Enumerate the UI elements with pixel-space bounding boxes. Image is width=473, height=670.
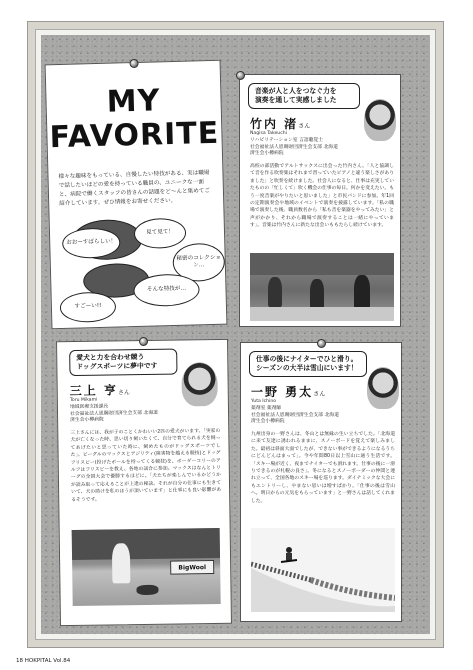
article-body: 高校の部活動でアルトサックスに出会った竹内さん。「人と協調して音を作る吹奏楽はそれまで習っていたピアノと違う楽しさがありました」と吹奏を続けました。社会人になると、仕事は充実していたものの「忙しくて」吹く機会の仕事の毎日。何かを変えたい。もう一度音楽がやりたいと思いました」と市民バンドに参加。年1回の定期演奏会や地域のイベントで演奏を披露しています。「私の職場で演奏した後、職員数名から「私も音を楽器をやってみたい」と声がかかり、それから職場で演奏することは一緒にやっています」。音楽は竹内さんに新たな出会いももたらし続けています。 xyxy=(250,164,394,229)
romaji-name: Nagisa Takeuchi xyxy=(250,131,287,136)
person-name xyxy=(70,381,130,399)
dog-agility-photo xyxy=(72,528,221,606)
snowboard-photo xyxy=(251,528,395,612)
snowy-slope-graphic xyxy=(251,528,395,612)
portrait-photo xyxy=(367,367,399,409)
pin-icon xyxy=(129,59,138,68)
department xyxy=(70,404,158,425)
portrait-photo xyxy=(181,362,218,406)
bubble-text: そんな特技が… xyxy=(146,285,187,293)
intro-text: 様々な趣味をもっている、自慢したい特技がある、実は職場で話したいほどの愛を持っている職員の、ユニークな一面と、病院で働くスタッフの皆さんの話題をど〜んと集めてご紹介しています。ぜひ情報をお寄せください。 xyxy=(58,170,211,208)
dept-line-2: 社会福祉法人恩賜財団済生会支部 北海道 xyxy=(251,412,339,418)
headline-line-2: シーズンの大半は雪山にいます！ xyxy=(256,364,358,372)
name-text: 三上 亨 xyxy=(69,383,118,399)
dept-line-1: リハビリテーション室 言語聴覚士 xyxy=(250,138,324,143)
person-name xyxy=(250,115,310,132)
headline-line-2: ドッグスポーツに夢中です xyxy=(76,361,158,371)
headline-line-1: 愛犬と力を合わせ競う xyxy=(76,352,145,362)
honorific: さん xyxy=(117,389,130,397)
headline-line-1: 仕事の後にナイターでひと滑り。 xyxy=(256,355,358,363)
photo-background xyxy=(250,253,394,275)
page-footer: 18 HOKPITAL Vol.84 xyxy=(16,658,71,664)
dept-line-2: 社会福祉法人恩賜財団済生会支部 北海道 xyxy=(70,410,158,417)
romaji-name: Toru Mikami xyxy=(69,397,98,404)
performer-figure xyxy=(310,279,324,309)
honorific: さん xyxy=(298,123,311,130)
department xyxy=(251,406,339,426)
pin-icon xyxy=(317,339,326,348)
dept-line-3: 済生会小樽病院 xyxy=(251,419,285,424)
article-body: 九州出身の一野さんは、冬山とは無縁の生い立ちでした。「北海道に来て友達に誘われるままに、スノーボードを覚えて楽しみました。最初は斜面大面でしたが、できない事ができるようになるうちにどんどんはまって」。今や年間80日以上雪山に通う生活です。「スキー場が近く、夜までナイターでも滑れます。仕事の後に一滑りできるのが札幌の良さ」。冬になるとスノーボーダーの仲間と連れ立って、全国各地のスキー場を巡ります。ダイナミックな大会にもエントリーし、やまない思いは増すばかり。「仕事の後は雪山へ。明日からの元気をもらっています」と一野さんは話してくれました。 xyxy=(251,432,395,504)
dept-line-1: 薬剤室 薬剤師 xyxy=(251,406,282,411)
dog-figure xyxy=(136,585,158,595)
performer-figure xyxy=(354,275,370,309)
headline xyxy=(69,349,177,377)
performer-figure xyxy=(268,277,282,307)
handler-figure xyxy=(112,543,131,583)
profile-card-ichino xyxy=(240,342,402,622)
title-line-2: FAVORITE xyxy=(49,115,220,156)
romaji-name: Yuta Ichino xyxy=(251,399,277,404)
dept-line-1: 地域医療支援課長 xyxy=(69,404,109,411)
pin-icon xyxy=(139,337,148,346)
name-text: 竹内 渚 xyxy=(250,117,299,131)
speech-bubble-cluster xyxy=(54,213,227,327)
band-performance-photo xyxy=(250,253,394,321)
dept-line-2: 社会福祉法人恩賜財団済生会支部 北海道 xyxy=(250,144,338,150)
headline xyxy=(248,83,360,109)
profile-card-mikami xyxy=(56,339,232,626)
honorific: さん xyxy=(313,391,326,398)
name-text: 一野 勇太 xyxy=(251,385,314,399)
banner-sign: BigWool xyxy=(170,560,214,575)
bubble-text: おおーすばらしい！ xyxy=(66,238,117,247)
pin-icon xyxy=(236,71,245,80)
my-favorite-title xyxy=(46,83,222,156)
person-name xyxy=(251,383,325,400)
dept-line-3: 済生会小樽病院 xyxy=(70,417,104,424)
bubble-text: 見て見て！ xyxy=(145,229,175,237)
headline-line-1: 音楽が人と人をつなぐ力を xyxy=(255,87,337,95)
music-stands xyxy=(250,307,394,321)
profile-card-takeuchi xyxy=(239,74,401,327)
article-body: 三上さんには、我が子のことくかわいい2匹の愛犬がいます。「実家の犬が亡くなった時、思い切り飼いたくて、自分で育てられる犬を飼ってあげたいと思っていた時に、飼めたものがドッグスポーツでした」。ビーグルのマックスとアジリティ(障害物を越える競技)とドッグフリスビー(投げたボールを持ってくる競技)を、ボーダーコリーのアルフはフリスビーを教え、各地の試合に参加。マックスはなんとトリーグの全国大会で優勝するほどに。「犬たちが楽しんでいるかどうかが読み取って応えることが上達の秘訣。それが自分の仕事にも生きていて、犬の助けを私のほうが頂いています」と仕事にも良い影響があるそうです。 xyxy=(70,428,222,503)
title-line-1: MY xyxy=(106,83,161,120)
speech-bubble-5 xyxy=(60,292,117,323)
tree-line xyxy=(72,528,220,560)
bubble-text: 秘密のコレクション… xyxy=(176,254,222,269)
speech-bubble-2 xyxy=(134,218,187,249)
portrait-photo xyxy=(364,99,396,141)
my-favorite-card xyxy=(45,60,228,330)
department xyxy=(250,138,338,158)
headline-line-2: 演奏を通して実感しました xyxy=(255,96,337,104)
headline xyxy=(249,351,367,377)
bubble-text: すごーい!! xyxy=(74,303,102,310)
speech-bubble-4 xyxy=(133,273,200,307)
dept-line-3: 済生会小樽病院 xyxy=(250,151,284,156)
